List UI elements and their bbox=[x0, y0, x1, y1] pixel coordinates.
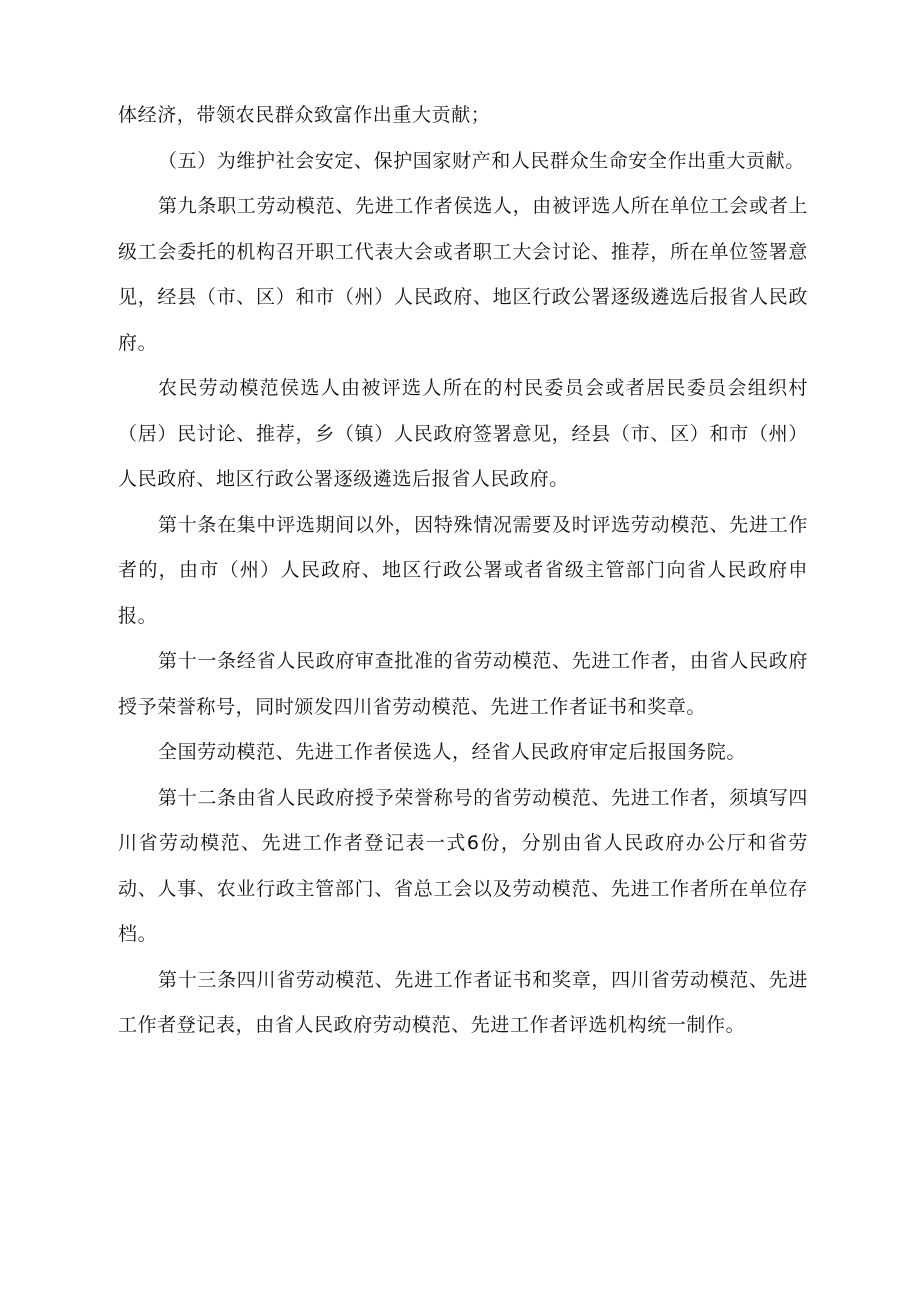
paragraph-item-five: （五）为维护社会安定、保护国家财产和人民群众生命安全作出重大贡献。 bbox=[158, 149, 805, 172]
paragraph-farmer-candidates: 农民劳动模范侯选人由被评选人所在的村民委员会或者居民委员会组织村（居）民讨论、推荐，乡（镇）人民政府签署意见，经县（市、区）和市（州）人民政府、地区行政公署逐级遴选后报省人民政府。 bbox=[118, 377, 808, 490]
paragraph-article-11: 第十一条经省人民政府审查批准的省劳动模范、先进工作者，由省人民政府授予荣誉称号，同时颁发四川省劳动模范、先进工作者证书和奖章。 bbox=[118, 650, 808, 718]
paragraph-national-candidates: 全国劳动模范、先进工作者侯选人，经省人民政府审定后报国务院。 bbox=[158, 741, 747, 763]
paragraph-continuation: 体经济，带领农民群众致富作出重大贡献； bbox=[118, 104, 491, 126]
paragraph-article-9: 第九条职工劳动模范、先进工作者侯选人，由被评选人所在单位工会或者上级工会委托的机构召开职工代表大会或者职工大会讨论、推荐，所在单位签署意见，经县（市、区）和市（州）人民政府、地区行政公署逐级遴选后报省人民政府。 bbox=[118, 195, 808, 354]
paragraph-article-10: 第十条在集中评选期间以外，因特殊情况需要及时评选劳动模范、先进工作者的，由市（州）人民政府、地区行政公署或者省级主管部门向省人民政府申报。 bbox=[118, 513, 808, 627]
paragraph-article-13: 第十三条四川省劳动模范、先进工作者证书和奖章，四川省劳动模范、先进工作者登记表，由省人民政府劳动模范、先进工作者评选机构统一制作。 bbox=[118, 968, 808, 1036]
paragraph-article-12: 第十二条由省人民政府授予荣誉称号的省劳动模范、先进工作者，须填写四川省劳动模范、先进工作者登记表一式6份，分别由省人民政府办公厅和省劳动、人事、农业行政主管部门、省总工会以及劳动模范、先进工作者所在单位存档。 bbox=[118, 786, 808, 945]
document-body bbox=[118, 93, 808, 1049]
